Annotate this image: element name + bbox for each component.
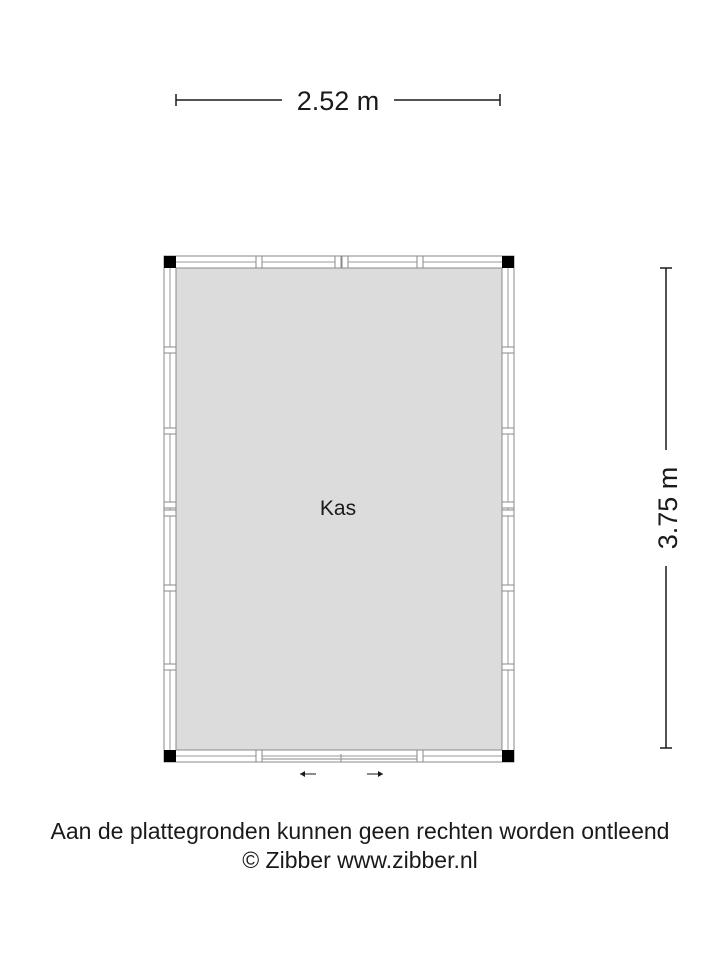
corner-post-top-left [164, 256, 176, 268]
room-label: Kas [319, 497, 357, 520]
corner-post-bottom-right [502, 750, 514, 762]
height-dimension-label: 3.75 m [653, 466, 683, 550]
copyright-text: © Zibber www.zibber.nl [242, 847, 478, 873]
disclaimer-text: Aan de plattegronden kunnen geen rechten worden ontleend [50, 818, 670, 844]
slide-right-arrow-icon [367, 771, 383, 777]
corner-post-top-right [502, 256, 514, 268]
width-dimension [176, 86, 500, 116]
slide-left-arrow-icon [300, 771, 316, 777]
height-dimension [653, 268, 683, 748]
corner-post-bottom-left [164, 750, 176, 762]
width-dimension-label: 2.52 m [296, 86, 380, 116]
